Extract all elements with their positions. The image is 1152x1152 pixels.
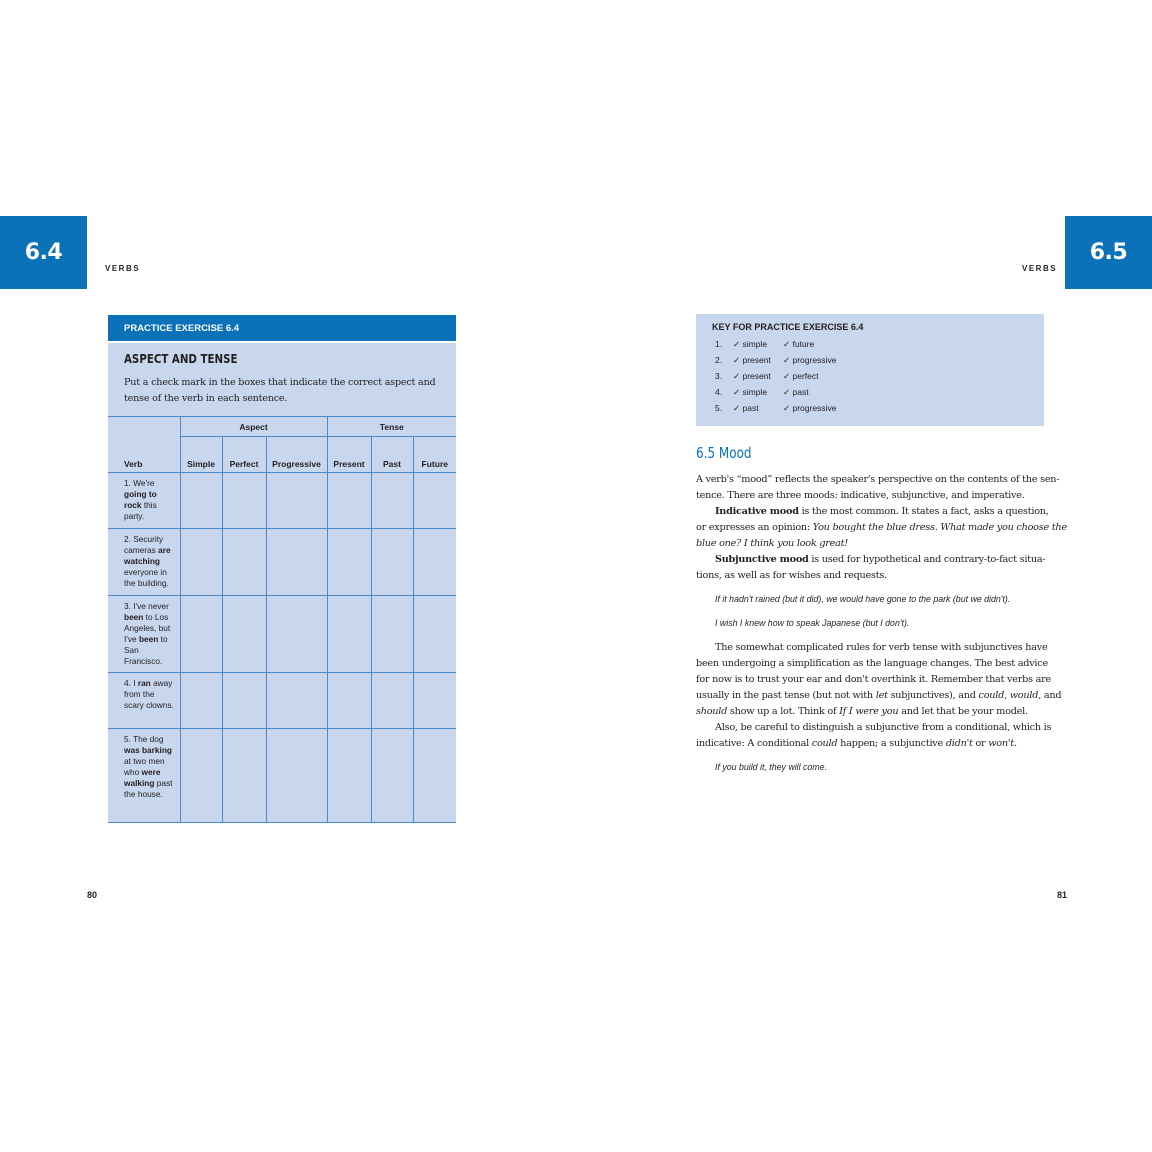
sentence-text: to San Francisco. bbox=[124, 634, 168, 666]
checkbox-cell-simple[interactable] bbox=[180, 729, 222, 823]
text-span: is the most common. It states a fact, asks a question, bbox=[798, 506, 1049, 517]
running-head-right: VERBS bbox=[1022, 264, 1058, 273]
text-line: Also, be careful to distinguish a subjunctive from a conditional, which is bbox=[715, 722, 1052, 733]
table-row bbox=[108, 673, 456, 729]
text-span: . bbox=[1013, 738, 1017, 749]
answer-tense: ✓ past bbox=[783, 387, 809, 397]
sentence-text: this party. bbox=[124, 500, 157, 521]
answer-key-row bbox=[715, 352, 836, 368]
text-span: or expresses an opinion: bbox=[696, 522, 813, 533]
text-italic: could bbox=[811, 738, 838, 749]
text-span: , bbox=[1004, 690, 1010, 701]
checkbox-cell-progressive[interactable] bbox=[266, 473, 327, 529]
checkbox-cell-past[interactable] bbox=[371, 473, 413, 529]
sentence-text: to Los Angeles, but I've bbox=[124, 612, 171, 644]
column-header-present: Present bbox=[327, 437, 371, 473]
checkbox-cell-simple[interactable] bbox=[180, 596, 222, 673]
text-span: indicative: A conditional bbox=[696, 738, 812, 749]
sentence-text: 2. Security cameras bbox=[124, 534, 164, 555]
indicative-line bbox=[696, 504, 1049, 520]
answer-tense: ✓ future bbox=[783, 339, 815, 349]
checkbox-cell-past[interactable] bbox=[371, 673, 413, 729]
verb-highlight: were walking bbox=[124, 767, 161, 788]
verb-highlight: been bbox=[124, 612, 144, 622]
checkbox-cell-perfect[interactable] bbox=[222, 529, 266, 596]
text-line: The somewhat complicated rules for verb tense with subjunctives have bbox=[715, 642, 1048, 653]
text-line: been undergoing a simplification as the language changes. The best advice bbox=[696, 658, 1048, 669]
tab-number-right: 6.5 bbox=[1089, 240, 1128, 265]
checkbox-cell-simple[interactable] bbox=[180, 529, 222, 596]
text-italic: If I were you bbox=[839, 706, 899, 717]
text-line: tions, as well as for wishes and requests. bbox=[696, 570, 887, 581]
tab-number-left: 6.4 bbox=[24, 240, 63, 265]
verb-highlight: are watching bbox=[124, 545, 171, 566]
checkbox-cell-future[interactable] bbox=[413, 473, 456, 529]
text-span: or bbox=[972, 738, 989, 749]
text-line: for now is to trust your ear and don't overthink it. Remember that verbs are bbox=[696, 674, 1052, 685]
answer-aspect: ✓ present bbox=[733, 371, 771, 381]
table-row bbox=[108, 473, 456, 529]
column-header-past: Past bbox=[371, 437, 413, 473]
checkbox-cell-future[interactable] bbox=[413, 729, 456, 823]
sentence-text: 4. I bbox=[124, 678, 138, 688]
subjunctive-line bbox=[696, 552, 1044, 568]
text-span: subjunctives), and bbox=[887, 690, 979, 701]
instructions-line: Put a check mark in the boxes that indicate the correct aspect and bbox=[124, 377, 436, 388]
text-line: tence. There are three moods: indicative, subjunctive, and imperative. bbox=[696, 490, 1025, 501]
chapter-tab-left bbox=[0, 216, 87, 289]
example-italic: blue one? I think you look great! bbox=[696, 538, 848, 549]
checkbox-cell-present[interactable] bbox=[327, 529, 371, 596]
instructions-line: tense of the verb in each sentence. bbox=[124, 393, 288, 404]
subjunctive-term: Subjunctive mood bbox=[715, 554, 809, 565]
text-italic: didn't bbox=[945, 738, 973, 749]
answer-number: 2. bbox=[715, 355, 723, 365]
indicative-line bbox=[696, 520, 1067, 536]
verb-sentence-cell bbox=[108, 473, 180, 529]
checkbox-cell-simple[interactable] bbox=[180, 673, 222, 729]
answer-number: 4. bbox=[715, 387, 723, 397]
sentence-text: 1. We're bbox=[124, 478, 155, 488]
answer-number: 5. bbox=[715, 403, 723, 413]
sentence-text: at two men who bbox=[124, 756, 165, 777]
checkbox-cell-future[interactable] bbox=[413, 596, 456, 673]
verb-sentence-cell bbox=[108, 529, 180, 596]
group-header-tense: Tense bbox=[327, 417, 456, 437]
verb-sentence-cell bbox=[108, 729, 180, 823]
text-line bbox=[696, 736, 1044, 752]
sentence-text: everyone in the building. bbox=[124, 567, 169, 588]
example-italic: You bought the blue dress. What made you choose the bbox=[812, 522, 1067, 533]
checkbox-cell-progressive[interactable] bbox=[266, 673, 327, 729]
page-number-right: 81 bbox=[1057, 890, 1068, 900]
checkbox-cell-perfect[interactable] bbox=[222, 673, 266, 729]
practice-exercise-box bbox=[108, 315, 456, 823]
aspect-tense-table bbox=[108, 416, 456, 823]
checkbox-cell-past[interactable] bbox=[371, 596, 413, 673]
answer-tense: ✓ progressive bbox=[783, 355, 837, 365]
running-head-left: VERBS bbox=[105, 264, 141, 273]
column-header-progressive: Progressive bbox=[266, 437, 327, 473]
text-italic: let bbox=[875, 690, 888, 701]
answer-number: 3. bbox=[715, 371, 723, 381]
verb-highlight: ran bbox=[137, 678, 151, 688]
table-row bbox=[108, 596, 456, 673]
column-header-perfect: Perfect bbox=[222, 437, 266, 473]
checkbox-cell-simple[interactable] bbox=[180, 473, 222, 529]
verb-highlight: going to rock bbox=[124, 489, 157, 510]
answer-aspect: ✓ simple bbox=[733, 387, 768, 397]
text-span: show up a lot. Think of bbox=[727, 706, 840, 717]
verb-sentence-cell bbox=[108, 673, 180, 729]
section-title: 6.5 Mood bbox=[696, 444, 752, 462]
answer-key-row bbox=[715, 384, 809, 400]
answer-key-box bbox=[696, 314, 1044, 426]
sentence-text: past the house. bbox=[124, 778, 173, 799]
checkbox-cell-past[interactable] bbox=[371, 729, 413, 823]
text-line bbox=[696, 688, 1062, 704]
exercise-instructions bbox=[124, 375, 444, 407]
answer-key-row bbox=[715, 368, 818, 384]
answer-number: 1. bbox=[715, 339, 723, 349]
checkbox-cell-future[interactable] bbox=[413, 673, 456, 729]
exercise-header: PRACTICE EXERCISE 6.4 bbox=[108, 315, 456, 343]
text-italic: should bbox=[696, 706, 728, 717]
answer-aspect: ✓ present bbox=[733, 355, 771, 365]
sentence-text: 3. I've never bbox=[124, 601, 169, 611]
text-span: is used for hypothetical and contrary-to-fact situa- bbox=[808, 554, 1046, 565]
checkbox-cell-perfect[interactable] bbox=[222, 473, 266, 529]
checkbox-cell-present[interactable] bbox=[327, 596, 371, 673]
mood-intro-text bbox=[696, 472, 1067, 584]
verb-sentence-cell bbox=[108, 596, 180, 673]
indicative-line bbox=[696, 536, 1044, 552]
answer-aspect: ✓ simple bbox=[733, 339, 768, 349]
exercise-title: ASPECT AND TENSE bbox=[124, 351, 238, 366]
example-sentence-3: If you build it, they will come. bbox=[715, 762, 827, 772]
indicative-term: Indicative mood bbox=[715, 506, 799, 517]
text-span: and let that be your model. bbox=[898, 706, 1028, 717]
checkbox-cell-present[interactable] bbox=[327, 673, 371, 729]
text-italic: could bbox=[978, 690, 1005, 701]
chapter-tab-right bbox=[1065, 216, 1152, 289]
text-italic: won't bbox=[988, 738, 1014, 749]
checkbox-cell-progressive[interactable] bbox=[266, 529, 327, 596]
sentence-text: 5. The dog bbox=[124, 734, 164, 744]
answer-aspect: ✓ past bbox=[733, 403, 759, 413]
answer-key-title: KEY FOR PRACTICE EXERCISE 6.4 bbox=[712, 322, 864, 332]
example-sentence-1: If it hadn't rained (but it did), we would have gone to the park (but we didn't). bbox=[715, 594, 1011, 604]
table-row bbox=[108, 529, 456, 596]
answer-tense: ✓ progressive bbox=[783, 403, 837, 413]
rules-paragraph bbox=[696, 640, 1062, 752]
page-number-left: 80 bbox=[87, 890, 98, 900]
checkbox-cell-perfect[interactable] bbox=[222, 729, 266, 823]
text-span: , and bbox=[1038, 690, 1062, 701]
answer-tense: ✓ perfect bbox=[783, 371, 819, 381]
checkbox-cell-future[interactable] bbox=[413, 529, 456, 596]
column-header-simple: Simple bbox=[180, 437, 222, 473]
text-span: usually in the past tense (but not with bbox=[696, 690, 876, 701]
example-sentence-2: I wish I knew how to speak Japanese (but I don't). bbox=[715, 618, 910, 628]
checkbox-cell-present[interactable] bbox=[327, 729, 371, 823]
group-header-aspect: Aspect bbox=[180, 417, 327, 437]
answer-key-row bbox=[715, 400, 836, 416]
text-span: happen; a subjunctive bbox=[837, 738, 946, 749]
checkbox-cell-past[interactable] bbox=[371, 529, 413, 596]
sentence-text: away from the scary clowns. bbox=[124, 678, 174, 710]
checkbox-cell-perfect[interactable] bbox=[222, 596, 266, 673]
checkbox-cell-present[interactable] bbox=[327, 473, 371, 529]
column-header-future: Future bbox=[413, 437, 456, 473]
text-line bbox=[696, 704, 1044, 720]
exercise-rows bbox=[108, 473, 456, 823]
checkbox-cell-progressive[interactable] bbox=[266, 596, 327, 673]
verb-highlight: was barking bbox=[124, 745, 172, 755]
text-italic: would bbox=[1009, 690, 1039, 701]
table-row bbox=[108, 729, 456, 823]
column-header-verb: Verb bbox=[108, 417, 180, 473]
checkbox-cell-progressive[interactable] bbox=[266, 729, 327, 823]
text-line: A verb's “mood” reflects the speaker's perspective on the contents of the sen- bbox=[696, 474, 1060, 485]
answer-key-row bbox=[715, 336, 814, 352]
verb-highlight: been bbox=[138, 634, 159, 644]
